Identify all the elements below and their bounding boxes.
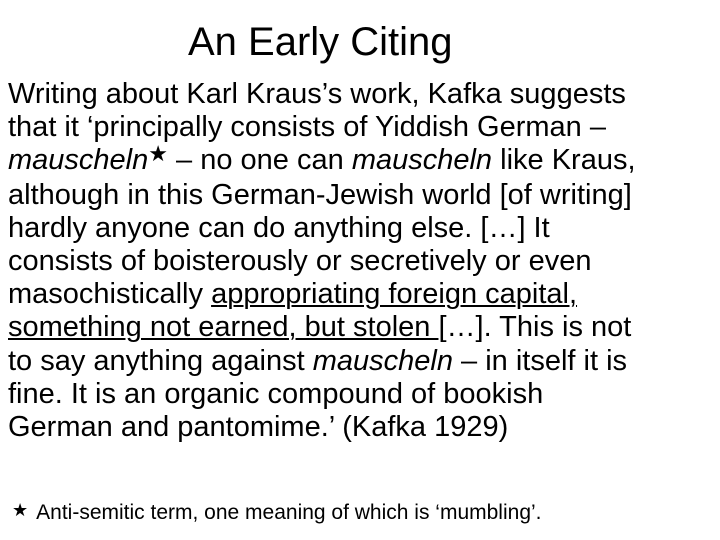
quote-line-4: although in this German-Jewish world [of writing] xyxy=(8,178,632,211)
quote-body xyxy=(8,78,714,444)
footnote-marker-star: ★ xyxy=(148,141,168,167)
quote-line-10: fine. It is an organic compound of bookish xyxy=(8,377,544,410)
quote-line-6: consists of boisterously or secretively or even xyxy=(8,245,592,278)
quote-line-9-text-a: to say anything against xyxy=(8,344,313,377)
quote-line-5: hardly anyone can do anything else. […] It xyxy=(8,211,550,244)
quote-line-3-text-a: – no one can xyxy=(167,144,352,177)
quote-line-7 xyxy=(8,278,714,311)
quote-line-9 xyxy=(8,345,714,378)
quote-line-2: that it ‘principally consists of Yiddish German – xyxy=(8,111,606,144)
quote-line-7-text: masochistically xyxy=(8,278,212,311)
quote-line-3 xyxy=(8,141,714,178)
underlined-phrase-2: something not earned, but stolen xyxy=(8,311,439,344)
slide-title: An Early Citing xyxy=(188,20,453,64)
quote-line-8-text: […]. This is not xyxy=(438,311,632,344)
term-mauscheln-3: mauscheln xyxy=(312,344,453,377)
term-mauscheln-2: mauscheln xyxy=(351,144,493,177)
quote-line-1: Writing about Karl Kraus’s work, Kafka suggests xyxy=(8,78,626,110)
quote-line-3-text-b: like Kraus, xyxy=(492,144,636,177)
quote-line-11: German and pantomime.’ (Kafka 1929) xyxy=(8,411,509,444)
quote-line-8 xyxy=(8,311,714,344)
footnote-star-icon: ★ xyxy=(12,500,29,520)
footnote xyxy=(12,499,542,527)
term-mauscheln: mauscheln xyxy=(8,144,149,177)
quote-line-9-text-b: – in itself it is xyxy=(452,344,628,377)
underlined-phrase-1: appropriating foreign capital, xyxy=(211,278,578,311)
footnote-text: Anti-semitic term, one meaning of which is ‘mumbling’. xyxy=(36,501,542,524)
